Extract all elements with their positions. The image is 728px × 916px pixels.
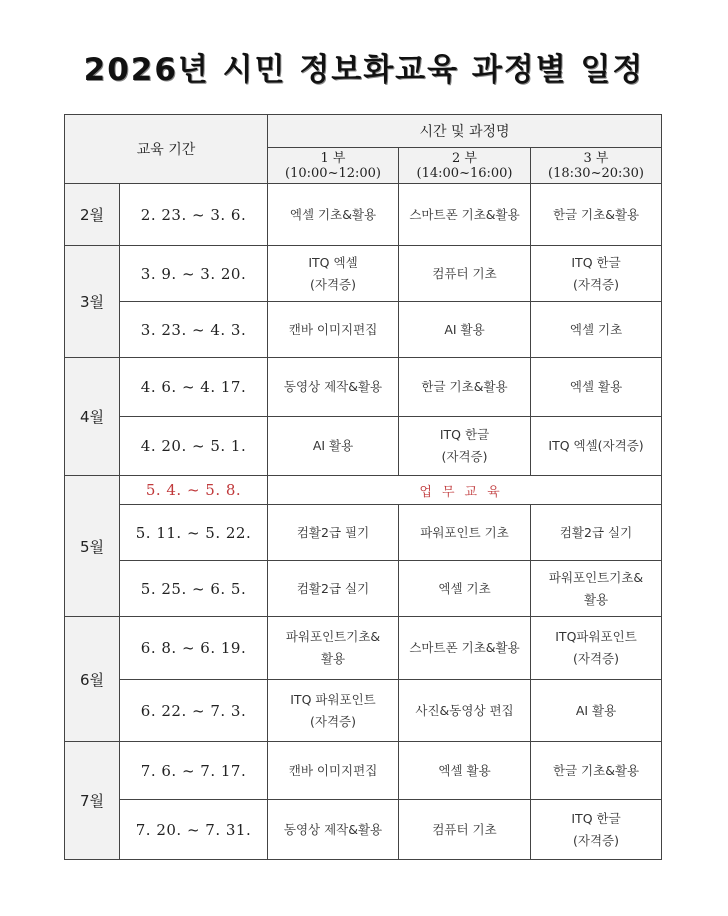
schedule-row — [65, 184, 662, 246]
period-cell: 5. 11. ~ 5. 22. — [120, 505, 268, 561]
course-text: 파워포인트기초& — [548, 569, 644, 585]
course-text: ITQ 한글 — [571, 810, 621, 826]
month-label: 6월 — [65, 617, 120, 742]
course-text: 동영상 제작&활용 — [283, 379, 383, 394]
slot-time: (14:00~16:00) — [416, 165, 513, 181]
header-slot-2 — [399, 148, 531, 184]
course-cell-slot-1 — [268, 800, 399, 860]
course-text: 파워포인트 기초 — [420, 524, 509, 540]
course-cell-slot-1 — [268, 184, 399, 246]
course-text: AI 활용 — [444, 321, 485, 337]
course-cell-slot-2 — [399, 358, 531, 417]
course-text: 컴활2급 실기 — [296, 580, 370, 596]
course-cell-slot-3 — [531, 617, 662, 680]
schedule-row — [65, 302, 662, 358]
course-text: ITQ 엑셀 — [308, 254, 358, 270]
course-cell-slot-3 — [531, 561, 662, 617]
course-text: 캔바 이미지편집 — [288, 321, 378, 337]
course-text: 엑셀 기초&활용 — [289, 206, 377, 222]
schedule-row — [65, 505, 662, 561]
course-text: (자격증) — [441, 449, 488, 464]
slot-name: 2 부 — [452, 150, 477, 166]
course-text: 동영상 제작&활용 — [283, 821, 383, 837]
period-cell: 3. 9. ~ 3. 20. — [120, 246, 268, 302]
course-cell-slot-1 — [268, 742, 399, 800]
course-text: 컴퓨터 기초 — [432, 821, 497, 837]
course-text: ITQ 한글 — [571, 254, 621, 270]
course-cell-slot-1 — [268, 246, 399, 302]
course-text: 활용 — [320, 651, 346, 666]
course-text: AI 활용 — [312, 438, 354, 453]
course-text: AI 활용 — [575, 702, 617, 718]
course-text: (자격증) — [573, 276, 620, 292]
course-cell-slot-3 — [531, 505, 662, 561]
course-text: 캔바 이미지편집 — [288, 762, 378, 778]
course-cell-slot-1 — [268, 617, 399, 680]
header-slot-3 — [531, 148, 662, 184]
schedule-row — [65, 246, 662, 302]
course-text: 엑셀 기초 — [569, 321, 623, 337]
period-cell: 2. 23. ~ 3. 6. — [120, 184, 268, 246]
course-text: ITQ 한글 — [439, 427, 490, 442]
period-cell: 3. 23. ~ 4. 3. — [120, 302, 268, 358]
course-cell-slot-2 — [399, 417, 531, 476]
month-label: 3월 — [65, 246, 120, 358]
course-cell-slot-2 — [399, 184, 531, 246]
period-cell: 7. 20. ~ 7. 31. — [120, 800, 268, 860]
course-cell-slot-3 — [531, 417, 662, 476]
schedule-row — [65, 617, 662, 680]
course-cell-slot-1 — [268, 417, 399, 476]
course-cell-slot-1 — [268, 680, 399, 742]
course-cell-slot-2 — [399, 742, 531, 800]
course-text: (자격증) — [310, 276, 356, 292]
schedule-row — [65, 417, 662, 476]
period-cell: 4. 6. ~ 4. 17. — [120, 358, 268, 417]
course-cell-slot-3 — [531, 246, 662, 302]
course-text: 엑셀 활용 — [569, 379, 623, 394]
course-cell-slot-2 — [399, 617, 531, 680]
header-time-course: 시간 및 과정명 — [268, 115, 662, 148]
schedule-row — [65, 358, 662, 417]
month-label: 7월 — [65, 742, 120, 860]
course-cell-slot-3 — [531, 302, 662, 358]
course-cell-slot-3 — [531, 742, 662, 800]
slot-time: (18:30~20:30) — [548, 165, 644, 181]
course-cell-slot-1 — [268, 302, 399, 358]
month-label: 2월 — [65, 184, 120, 246]
period-cell: 7. 6. ~ 7. 17. — [120, 742, 268, 800]
course-cell-slot-1 — [268, 505, 399, 561]
slot-time: (10:00~12:00) — [285, 165, 381, 181]
schedule-row — [65, 800, 662, 860]
schedule-table — [64, 114, 662, 860]
course-text: 컴활2급 필기 — [296, 524, 370, 540]
course-cell-slot-2 — [399, 561, 531, 617]
course-text: 사진&동영상 편집 — [415, 702, 514, 718]
schedule-row — [65, 680, 662, 742]
course-text: 한글 기초&활용 — [421, 379, 508, 394]
period-cell: 6. 22. ~ 7. 3. — [120, 680, 268, 742]
schedule-row — [65, 476, 662, 505]
course-text: 컴퓨터 기초 — [432, 265, 497, 281]
course-cell-slot-2 — [399, 800, 531, 860]
course-cell-slot-2 — [399, 505, 531, 561]
course-text: ITQ파워포인트 — [555, 629, 637, 644]
period-cell: 6. 8. ~ 6. 19. — [120, 617, 268, 680]
course-text: 스마트폰 기초&활용 — [409, 206, 520, 222]
course-text: 한글 기초&활용 — [552, 762, 640, 778]
month-label: 4월 — [65, 358, 120, 476]
course-cell-slot-3 — [531, 184, 662, 246]
period-cell: 5. 25. ~ 6. 5. — [120, 561, 268, 617]
course-cell-slot-1 — [268, 561, 399, 617]
month-label: 5월 — [65, 476, 120, 617]
special-event-cell: 업무교육 — [268, 476, 662, 505]
page-title: 2026년 시민 정보화교육 과정별 일정 — [83, 52, 645, 88]
course-text: 엑셀 기초 — [438, 580, 491, 596]
header-slot-1 — [268, 148, 399, 184]
course-text: 파워포인트기초& — [285, 629, 381, 644]
course-cell-slot-2 — [399, 246, 531, 302]
course-text: (자격증) — [310, 713, 356, 729]
header-period: 교육 기간 — [65, 115, 268, 184]
course-text: 활용 — [583, 591, 609, 607]
course-text: 한글 기초&활용 — [552, 206, 640, 222]
course-cell-slot-3 — [531, 358, 662, 417]
slot-name: 1 부 — [320, 150, 346, 166]
course-text: 컴활2급 실기 — [559, 524, 633, 540]
course-cell-slot-2 — [399, 302, 531, 358]
slot-name: 3 부 — [583, 150, 609, 166]
course-text: 엑셀 활용 — [438, 762, 491, 778]
course-cell-slot-3 — [531, 680, 662, 742]
course-cell-slot-2 — [399, 680, 531, 742]
course-cell-slot-3 — [531, 800, 662, 860]
course-text: (자격증) — [573, 832, 620, 848]
course-text: 스마트폰 기초&활용 — [409, 640, 520, 655]
schedule-row — [65, 561, 662, 617]
schedule-row — [65, 742, 662, 800]
course-text: ITQ 엑셀(자격증) — [548, 438, 644, 453]
course-text: (자격증) — [573, 651, 620, 666]
course-text: ITQ 파워포인트 — [290, 691, 376, 707]
course-cell-slot-1 — [268, 358, 399, 417]
period-cell: 5. 4. ~ 5. 8. — [120, 476, 268, 505]
period-cell: 4. 20. ~ 5. 1. — [120, 417, 268, 476]
